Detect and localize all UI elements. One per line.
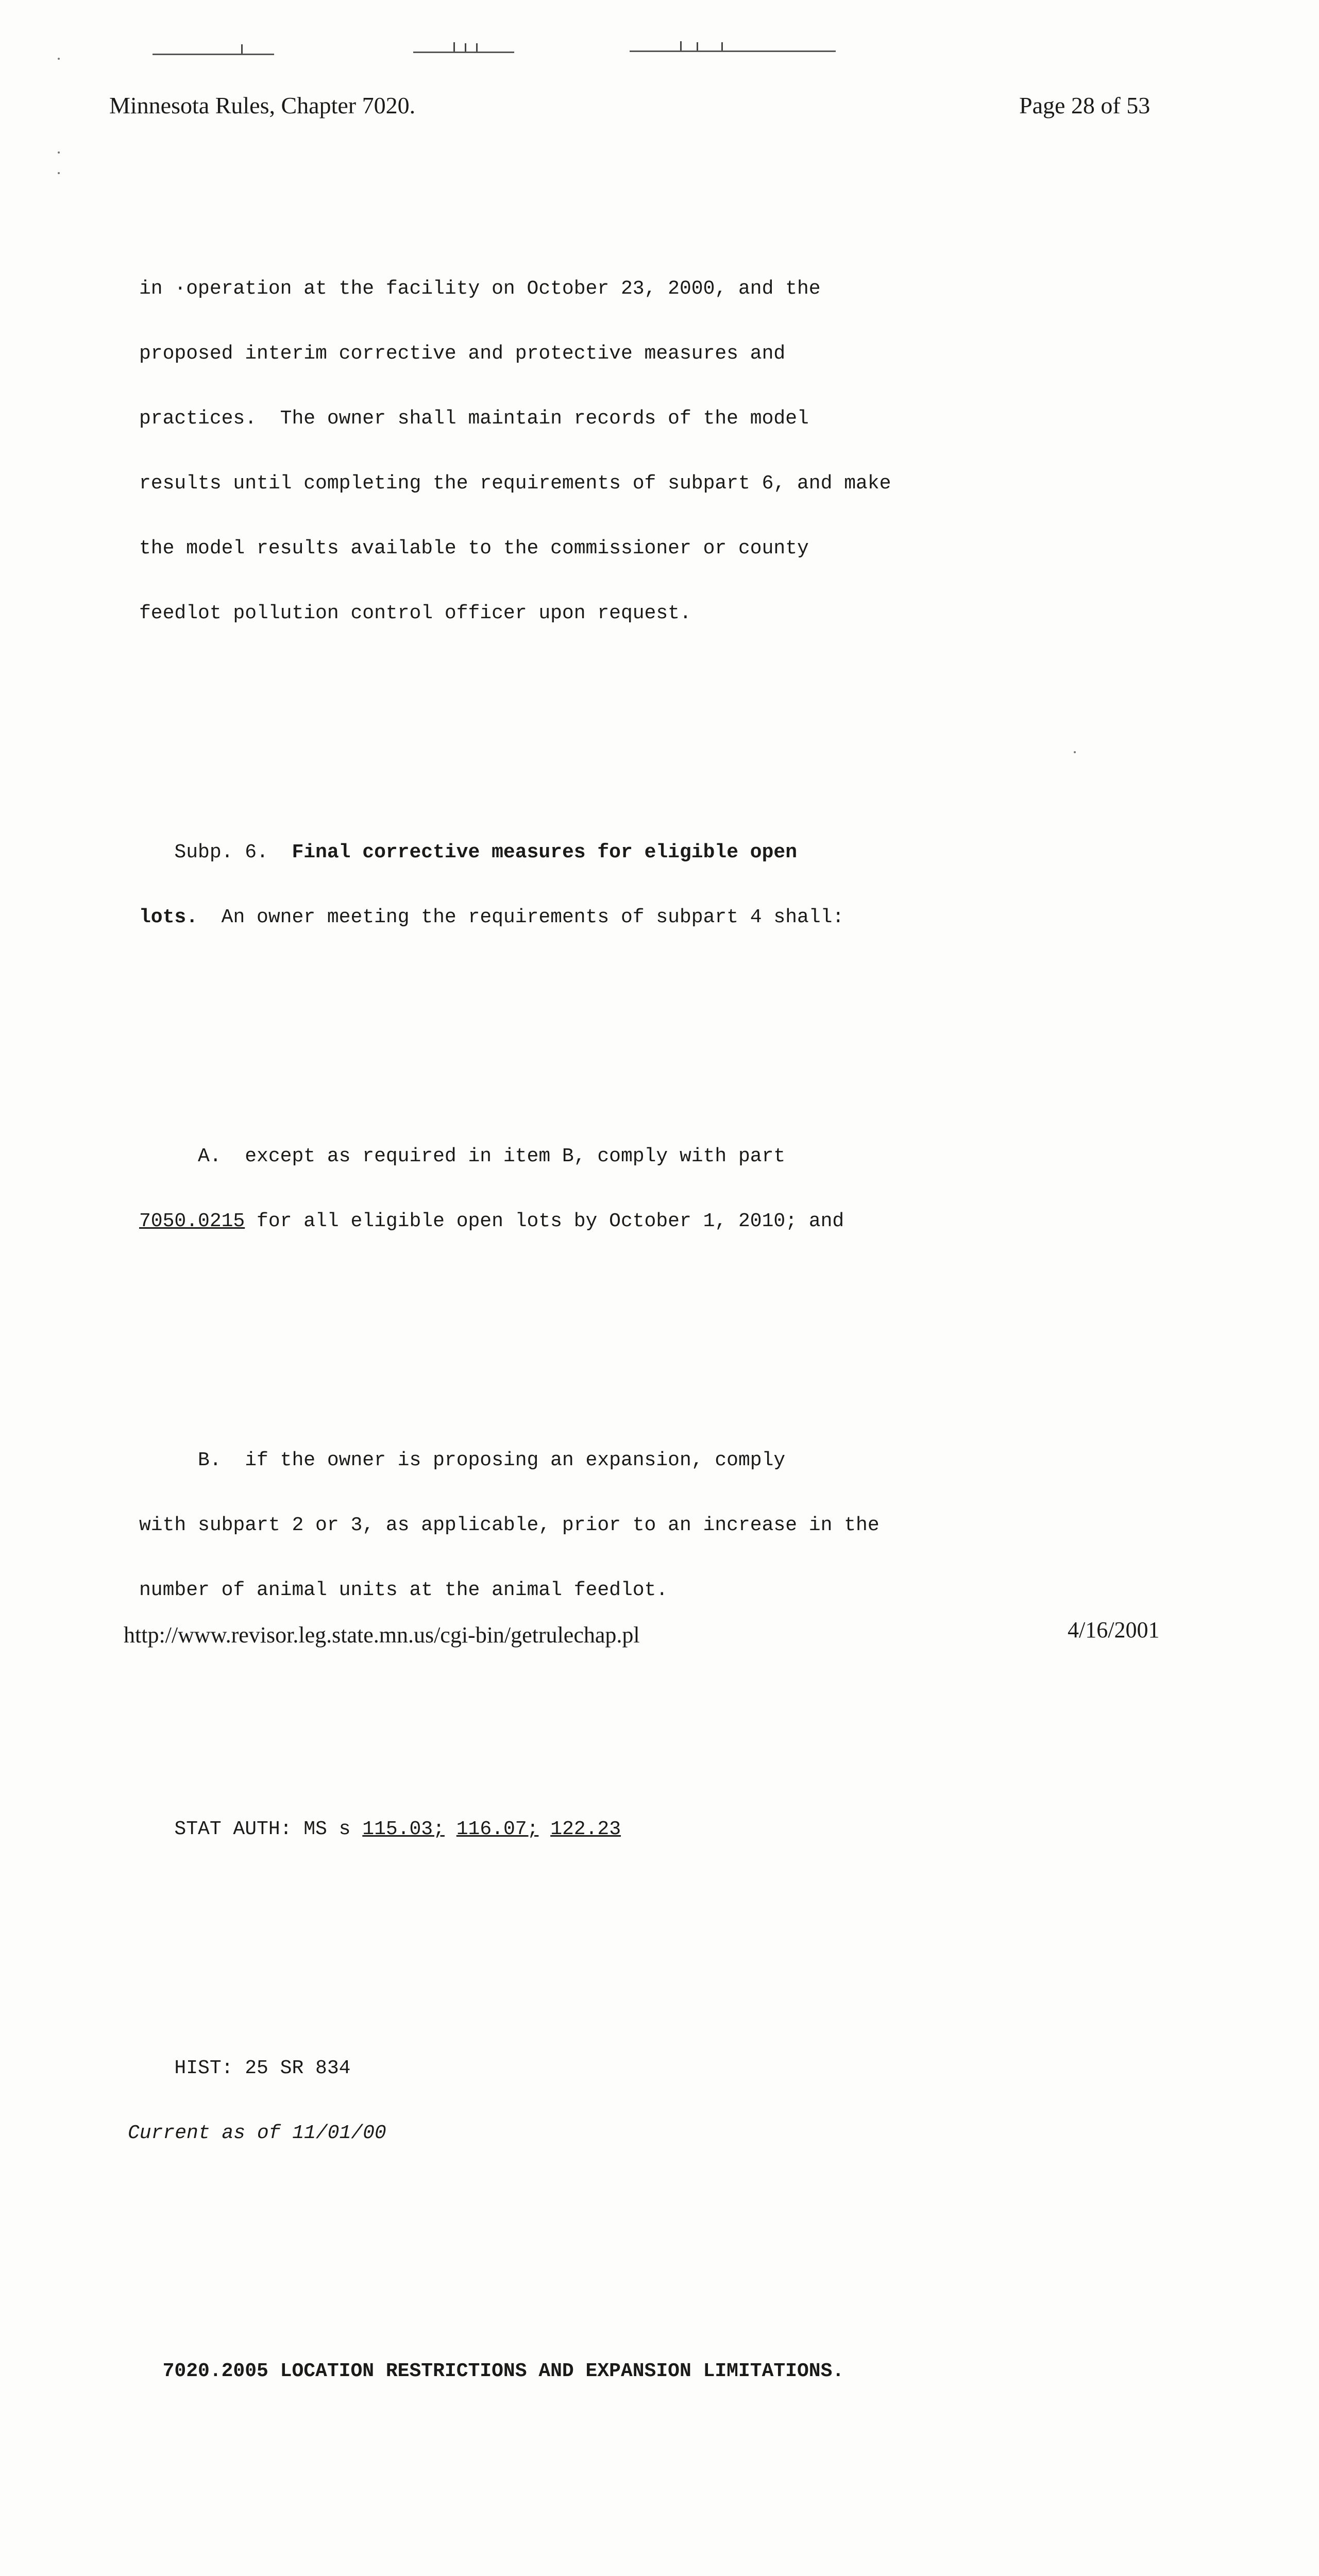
paragraph [139,235,1015,668]
text-line: with subpart 2 or 3, as applicable, prior to an increase in the [139,1514,880,1536]
scan-speck [1074,751,1076,753]
page-number: Page 28 of 53 [1019,92,1151,118]
text-line: in ·operation at the facility on October 23, 2000, and the [139,278,821,300]
scan-artifact [630,50,836,52]
scan-artifact [697,42,698,50]
subpart-heading: Final corrective measures for eligible open [292,841,798,863]
history [128,2014,1015,2188]
scan-speck [58,58,60,60]
statute-link[interactable]: 116.07; [456,1818,539,1840]
statute-link[interactable]: 122.23 [550,1818,621,1840]
text-line: practices. The owner shall maintain records of the model [139,408,809,430]
statute-link[interactable]: 115.03; [362,1818,445,1840]
currency-note: Current as of 11/01/00 [128,2122,386,2144]
scan-artifact [721,42,723,50]
scan-artifact [413,52,514,53]
scan-speck [58,151,60,154]
scan-artifact [453,42,455,52]
scan-speck [58,172,60,174]
scan-artifact [680,41,682,50]
statutory-authority: STAT AUTH: MS s 115.03; 116.07; 122.23 [139,1818,621,1840]
text-line: number of animal units at the animal feedlot. [139,1579,668,1601]
text-line: the model results available to the commissioner or county [139,537,809,560]
scan-artifact [465,43,466,52]
item-a: A. except as required in item B, comply with part 7050.0215 for all eligible open lots by October 1, 2010; and [139,1103,1015,1276]
item-b [139,1406,1015,1645]
document-title: Minnesota Rules, Chapter 7020. [109,92,416,118]
text-line: HIST: 25 SR 834 [139,2057,351,2079]
rule-link[interactable]: 7050.0215 [139,1210,245,1232]
source-url[interactable]: http://www.revisor.leg.state.mn.us/cgi-bin/getrulechap.pl [124,1622,640,1648]
subpart-1 [139,2555,1015,2576]
subpart-heading: lots. [139,906,198,928]
scan-artifact [476,43,478,52]
scan-artifact [153,54,274,55]
document-body [128,170,1015,2576]
text-line: results until completing the requirements of subpart 6, and make [139,472,891,495]
text-line: B. if the owner is proposing an expansion, comply [139,1449,786,1471]
subpart-6: Subp. 6. Final corrective measures for eligible open lots. An owner meeting the requirements of subpart 4 shall: [139,841,844,928]
text-line: feedlot pollution control officer upon request. [139,602,691,624]
text-line: A. except as required in item B, comply with part [139,1145,786,1167]
section-heading: 7020.2005 LOCATION RESTRICTIONS AND EXPANSION LIMITATIONS. [139,2360,844,2382]
scan-artifact [241,44,243,54]
text-line: proposed interim corrective and protective measures and [139,343,786,365]
print-date: 4/16/2001 [1068,1617,1160,1642]
